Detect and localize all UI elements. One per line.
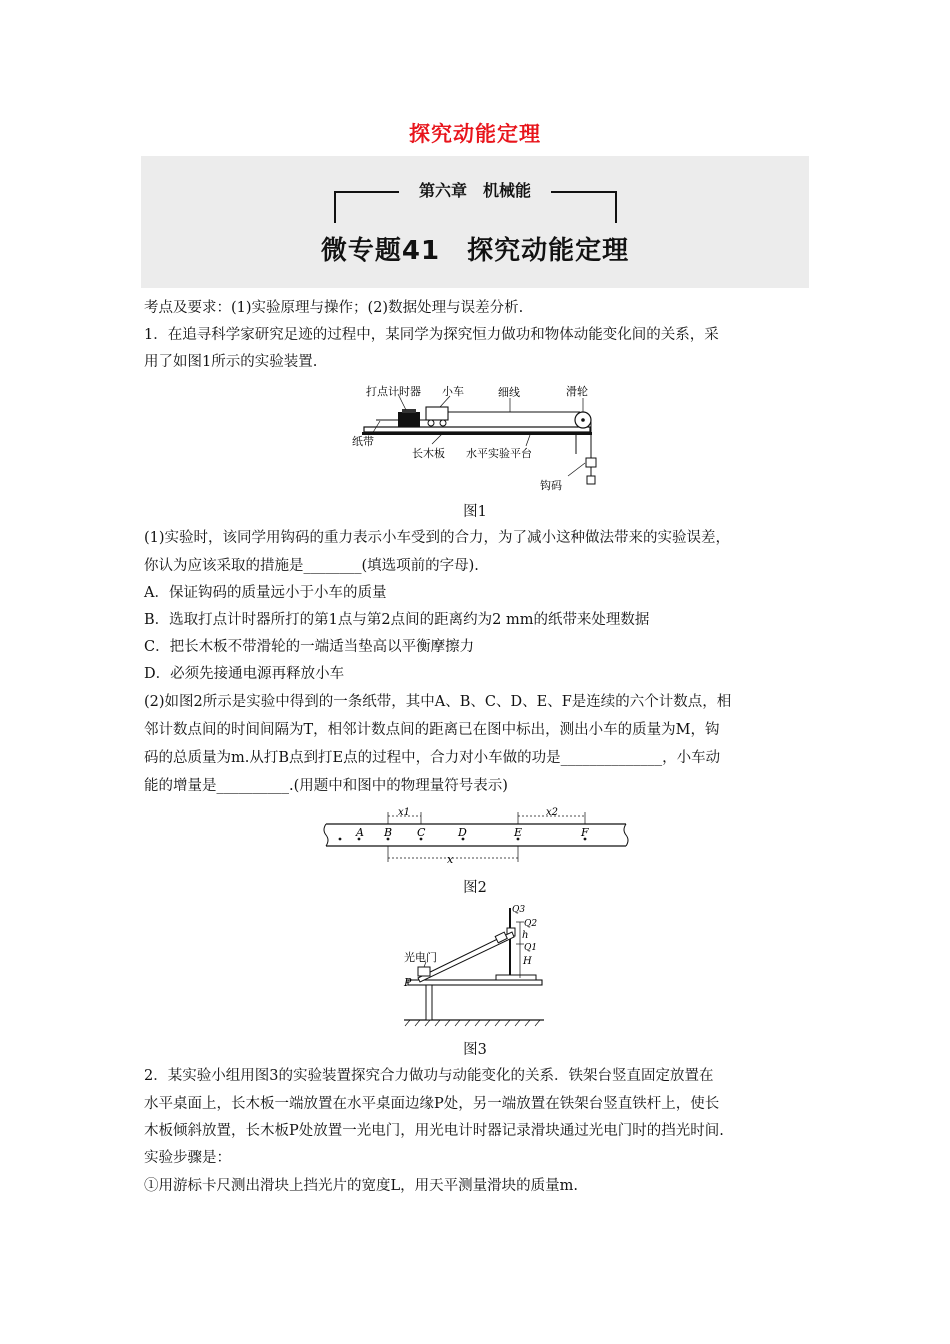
label-timer: 打点计时器 [366, 385, 421, 398]
banner-topic: 微专题41 探究动能定理 [320, 236, 630, 266]
q2-line2: 水平桌面上，长木板一端放置在水平桌面边缘P处，另一端放置在铁架台竖直铁杆上，使长 [144, 1096, 720, 1112]
x2-label: x2 [546, 807, 559, 818]
point-label-b: B [384, 826, 393, 839]
page-title: 探究动能定理 [409, 122, 541, 146]
q2-line4: 实验步骤是： [144, 1150, 231, 1166]
timer-top [402, 409, 416, 413]
platform [362, 432, 592, 435]
banner-chapter: 第六章 机械能 [418, 181, 531, 200]
q2-line1: 2．某实验小组用图3的实验装置探究合力做功与动能变化的关系．铁架台竖直固定放置在 [144, 1068, 714, 1084]
point-label-d: D [458, 826, 467, 839]
table-leg [426, 985, 432, 1020]
x-label: x [447, 853, 454, 866]
point-label-e: E [514, 826, 523, 839]
option-c: C．把长木板不带滑轮的一端适当垫高以平衡摩擦力 [144, 639, 475, 655]
pulley-axle [581, 418, 585, 422]
label-platform: 水平实验平台 [466, 447, 532, 460]
cart-wheel [428, 420, 434, 426]
label-q1: Q1 [524, 943, 538, 953]
point-label-f: F [581, 826, 589, 839]
point-label-c: C [417, 826, 426, 839]
leader-platform [526, 435, 530, 446]
q2-line3: 木板倾斜放置，长木板P处放置一光电门，用光电计时器记录滑块通过光电门时的挡光时间. [144, 1123, 724, 1139]
tape-left-tear [324, 824, 328, 846]
figure-1 [340, 382, 610, 494]
label-p: P [404, 976, 412, 989]
q2-step1: ①用游标卡尺测出滑块上挡光片的宽度L，用天平测量滑块的质量m. [144, 1178, 578, 1194]
weight [586, 458, 596, 467]
label-tape: 纸带 [352, 435, 374, 448]
cart [426, 407, 448, 420]
label-string: 细线 [498, 386, 520, 399]
figure-3 [398, 900, 548, 1028]
label-cart: 小车 [442, 385, 464, 398]
stand-base [496, 975, 536, 980]
label-q3: Q3 [512, 905, 526, 915]
tape-right-tear [624, 824, 628, 846]
q1-intro-line2: 用了如图1所示的实验装置. [144, 354, 318, 370]
requirements: 考点及要求：(1)实验原理与操作；(2)数据处理与误差分析. [144, 300, 524, 316]
q1-part2-line4: 能的增量是__________.(用题中和图中的物理量符号表示) [144, 778, 508, 794]
option-d: D．必须先接通电源再释放小车 [144, 666, 345, 682]
label-q2: Q2 [524, 919, 538, 929]
floor-hatch [405, 1020, 540, 1026]
cart-wheel [440, 420, 446, 426]
point-label-a: A [356, 826, 364, 839]
leader-weights [568, 463, 585, 476]
q1-part2-line2: 邻计数点间的时间间隔为T，相邻计数点间的距离已在图中标出，测出小车的质量为M，钩 [144, 722, 720, 738]
figure-1-caption: 图1 [463, 504, 487, 520]
q1-part2-line3: 码的总质量为m.从打B点到打E点的过程中，合力对小车做的功是______________，小车动 [144, 750, 721, 766]
table-top [408, 980, 542, 985]
x1-label: x1 [398, 807, 411, 818]
chapter-banner [141, 156, 809, 288]
figure-3-caption: 图3 [463, 1042, 487, 1058]
q1-intro-line1: 1．在追寻科学家研究足迹的过程中，某同学为探究恒力做功和物体动能变化间的关系，采 [144, 327, 719, 343]
label-board: 长木板 [412, 447, 445, 460]
q1-part1-line1: (1)实验时，该同学用钩码的重力表示小车受到的合力，为了减小这种做法带来的实验误差， [144, 530, 731, 546]
option-a: A．保证钩码的质量远小于小车的质量 [144, 585, 387, 601]
q1-part1-line2: 你认为应该采取的措施是________(填选项前的字母). [144, 558, 479, 574]
option-b: B．选取打点计时器所打的第1点与第2点间的距离约为2 mm的纸带来处理数据 [144, 612, 650, 628]
figure-2 [322, 806, 632, 868]
label-big-h: H [523, 956, 532, 967]
q1-part2-line1: (2)如图2所示是实验中得到的一条纸带，其中A、B、C、D、E、F是连续的六个计数点，相 [144, 694, 732, 710]
label-weights: 钩码 [540, 479, 562, 492]
figure-2-caption: 图2 [463, 880, 487, 896]
label-photogate: 光电门 [404, 951, 437, 964]
long-board [364, 427, 590, 432]
tape-dot [339, 838, 342, 841]
weight [587, 476, 595, 484]
label-h: h [522, 930, 529, 941]
photogate [418, 967, 430, 976]
label-pulley: 滑轮 [566, 385, 588, 398]
